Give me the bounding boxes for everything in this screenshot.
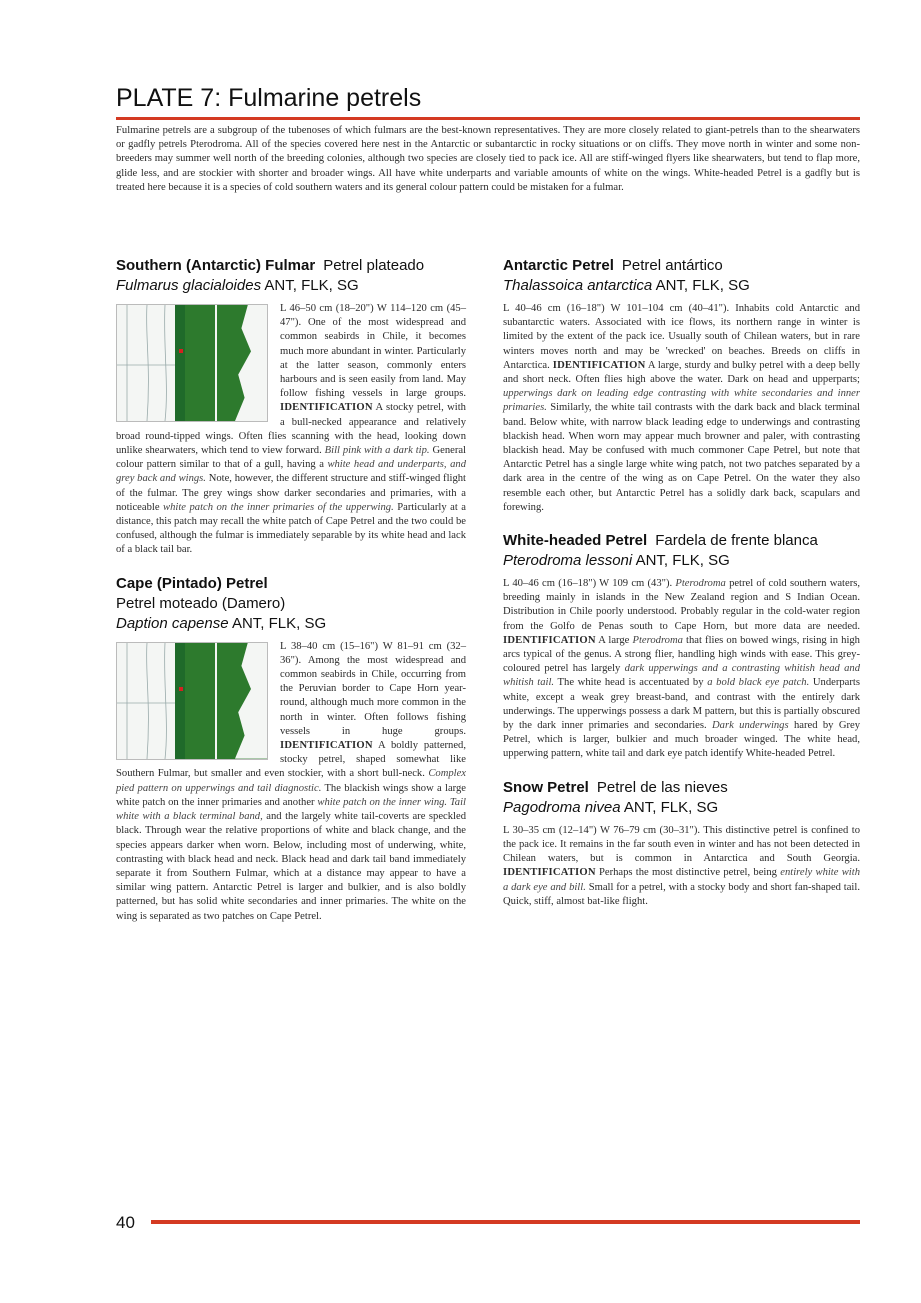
species-antarctic-petrel — [503, 256, 860, 515]
species-alt-name: Fardela de frente blanca — [655, 532, 818, 550]
species-snow-petrel — [503, 778, 860, 909]
species-alt-name: Petrel de las nieves — [596, 778, 728, 796]
species-white-headed-petrel — [503, 531, 860, 762]
map-land — [185, 305, 215, 421]
identification-label: IDENTIFICATION — [552, 359, 646, 371]
scientific-name: Daption capense — [116, 614, 229, 632]
species-name: Snow Petrel — [503, 778, 589, 796]
species-description: L 46–50 cm (18–20") W 114–120 cm (45–47"). One of the most widespread and common seabirds in Chile, it becomes much more abundant in winter. Particularly at the latter season, commonly enters harbours and is seen easily from land. May follow fishing vessels in large groups. IDENTIFICATION A stocky petrel, with a bull-necked appearance and relatively broad round-tipped wings. Often flies scanning with the head, looking down unlike shearwaters, which tend to view forward. Bill pink with a dark tip. General colour pattern similar to that of a gull, having a white head and underparts, and grey back and wings. Note, however, the different structure and stiff-winged flight of the fulmar. The grey wings show darker secondaries and primaries, with a noticeable white patch on the inner primaries of the upperwing. Particularly at a distance, this patch may recall the white patch of Cape Petrel and the two could be confused, although the fulmar is immediately separable by its white head and lack of a black tail bar. — [116, 303, 467, 556]
species-alt-name: Petrel plateado — [323, 257, 425, 274]
left-column — [116, 256, 466, 940]
distribution-map — [116, 642, 268, 760]
species-name: Cape (Pintado) Petrel — [116, 574, 268, 592]
region-codes: ANT, FLK, SG — [623, 798, 719, 816]
species-heading — [503, 778, 860, 798]
species-name: Southern (Antarctic) Fulmar — [116, 257, 316, 274]
species-scientific-line — [503, 551, 860, 571]
region-codes: ANT, FLK, SG — [264, 277, 359, 294]
species-description: L 38–40 cm (15–16") W 81–91 cm (32–36"). Among the most widespread and common seabirds in Chile, occurring from the Peruvian border to Cape Horn year-round, although much more common in the north in winter. Often follows fishing vessels in huge groups. IDENTIFICATION A boldly patterned, stocky petrel, shaped somewhat like Southern Fulmar, but smaller and even stockier, with a short bull-neck. Complex pied pattern on upperwings and tail diagnostic. The blackish wings show a large white patch on the inner primaries and another white patch on the inner wing. Tail white with a black terminal band, and the largely white tail-coverts are speckled black. Through wear the relative proportions of white and black change, and the species appears darker when worn. Below, including most of underwing, white, contrasting with black head and neck. Black head and dark tail band immediately separate it from Southern Fulmar, which at a distance may appear to have a similar wing pattern. Antarctic Petrel is larger and bulkier, and is also boldly patterned, but has solid white secondaries and inner primaries. The white on the wing is separated as two patches on Cape Petrel. — [116, 640, 466, 922]
species-scientific-line — [116, 614, 466, 634]
species-description: L 30–35 cm (12–14") W 76–79 cm (30–31"). This distinctive petrel is confined to the pack ice. It remains in the far south even in winter and has not been detected in Chilean waters, but is common in Antarctica and South Georgia. IDENTIFICATION Perhaps the most distinctive petrel, being entirely white with a dark eye and bill. Small for a petrel, with a stocky body and short fan-shaped tail. Quick, stiff, almost bat-like flight. — [503, 824, 860, 907]
distribution-map — [116, 304, 268, 422]
identification-label: IDENTIFICATION — [503, 867, 596, 879]
map-gridlines-icon — [117, 305, 181, 421]
identification-label: IDENTIFICATION — [280, 402, 373, 414]
region-codes: ANT, FLK, SG — [635, 552, 730, 570]
footer-rule — [151, 1220, 860, 1224]
scientific-name: Pterodroma lessoni — [503, 552, 633, 570]
region-codes: ANT, FLK, SG — [655, 277, 750, 294]
species-description: L 40–46 cm (16–18") W 109 cm (43"). Pterodroma petrel of cold southern waters, breeding mainly in islands in the New Zealand region and S Indian Ocean. Distribution in Chile poorly understood. Probably regular in the cold-water region from the Golfo de Penas south to Cape Horn, but more data are needed. IDENTIFICATION A large Pterodroma that flies on bowed wings, rising in high arcs typical of the genus. A strong flier, handling high winds with ease. This grey-coloured petrel has largely dark upperwings and a contrasting whitish head and whitish tail. The white head is accentuated by a bold black eye patch. Underparts white, except a weak grey breast-band, and contrast with the entirely dark underwings. The upperwings possess a dark M pattern, but this is partially obscured by the dark inner primaries and secondaries. Dark underwings hared by Grey Petrel, which is larger, bulkier and much broader winged. The white head, upperwing pattern, white tail and dark eye patch identify White-headed Petrel. — [503, 578, 861, 760]
species-heading — [116, 256, 466, 276]
species-heading — [503, 531, 860, 551]
species-alt-name: Petrel antártico — [621, 257, 723, 274]
species-southern-fulmar — [116, 256, 466, 558]
intro-paragraph: Fulmarine petrels are a subgroup of the tubenoses of which fulmars are the best-known representatives. They are more closely related to giant-petrels than to the shearwaters or gadfly petrels Pterodroma. All of the species covered here nest in the Antarctic or subantarctic in rocky situations or on cliffs. They move north in winter and some non-breeders may summer well north of the breeding colonies, although two species are closely tied to pack ice. All are stiff-winged flyers like shearwaters, but tend to flap more, glide less, and are stockier with shorter and broader wings. All have white underparts and variable amounts of white on the wings. White-headed Petrel is a gadfly but is treated here because it is a species of cold southern waters and its general colour pattern could be mistaken for a fulmar. — [116, 125, 860, 193]
page-number: 40 — [116, 1213, 135, 1232]
map-range-strip — [175, 643, 185, 759]
species-heading — [503, 256, 860, 276]
identification-label: IDENTIFICATION — [503, 634, 596, 646]
map-land — [185, 643, 215, 759]
identification-label: IDENTIFICATION — [280, 740, 373, 752]
species-name: White-headed Petrel — [503, 532, 648, 550]
species-description: L 40–46 cm (16–18") W 101–104 cm (40–41"). Inhabits cold Antarctic and subantarctic waters. Associated with ice flows, its northern range in winter is limited by the extent of the pack ice. Usually south of Chilean waters, but in rare winters moves north and may be 'wrecked' on beaches. Breeds on cliffs in Antarctica. IDENTIFICATION A large, sturdy and bulky petrel with a deep belly and short neck. Often flies high above the water. Dark on head and upperparts; upperwings dark on leading edge contrasting with white secondaries and inner primaries. Similarly, the white tail contrasts with the dark back and black terminal band. Below white, with narrow black leading edge to underwings and contrasting blackish head. When worn may appear much browner and paler, with contrasting blackish head. May be confused with much commoner Cape Petrel, but note that Antarctic Petrel has a single large white wing patch, not two patches separated by a dark area in the centre of the wing as on Cape Petrel. On the water they also resemble each other, but Antarctic Petrel has a solidly dark back, scapulars and forewing. — [503, 303, 860, 513]
scientific-name: Fulmarus glacialoides — [116, 277, 262, 294]
map-location-marker — [179, 687, 183, 691]
map-location-marker — [179, 349, 183, 353]
title-rule — [116, 117, 860, 120]
map-gridlines-icon — [117, 643, 181, 759]
scientific-name: Thalassoica antarctica — [503, 277, 653, 294]
species-scientific-line — [116, 276, 466, 296]
scientific-name: Pagodroma nivea — [503, 798, 621, 816]
region-codes: ANT, FLK, SG — [231, 614, 327, 632]
species-scientific-line — [503, 276, 860, 296]
species-scientific-line — [503, 798, 860, 818]
species-alt-name: Petrel moteado (Damero) — [116, 594, 286, 612]
map-range-strip — [175, 305, 185, 421]
species-name: Antarctic Petrel — [503, 257, 614, 274]
species-cape-petrel — [116, 574, 466, 924]
right-column — [503, 256, 860, 925]
plate-title: PLATE 7: Fulmarine petrels — [116, 84, 422, 112]
